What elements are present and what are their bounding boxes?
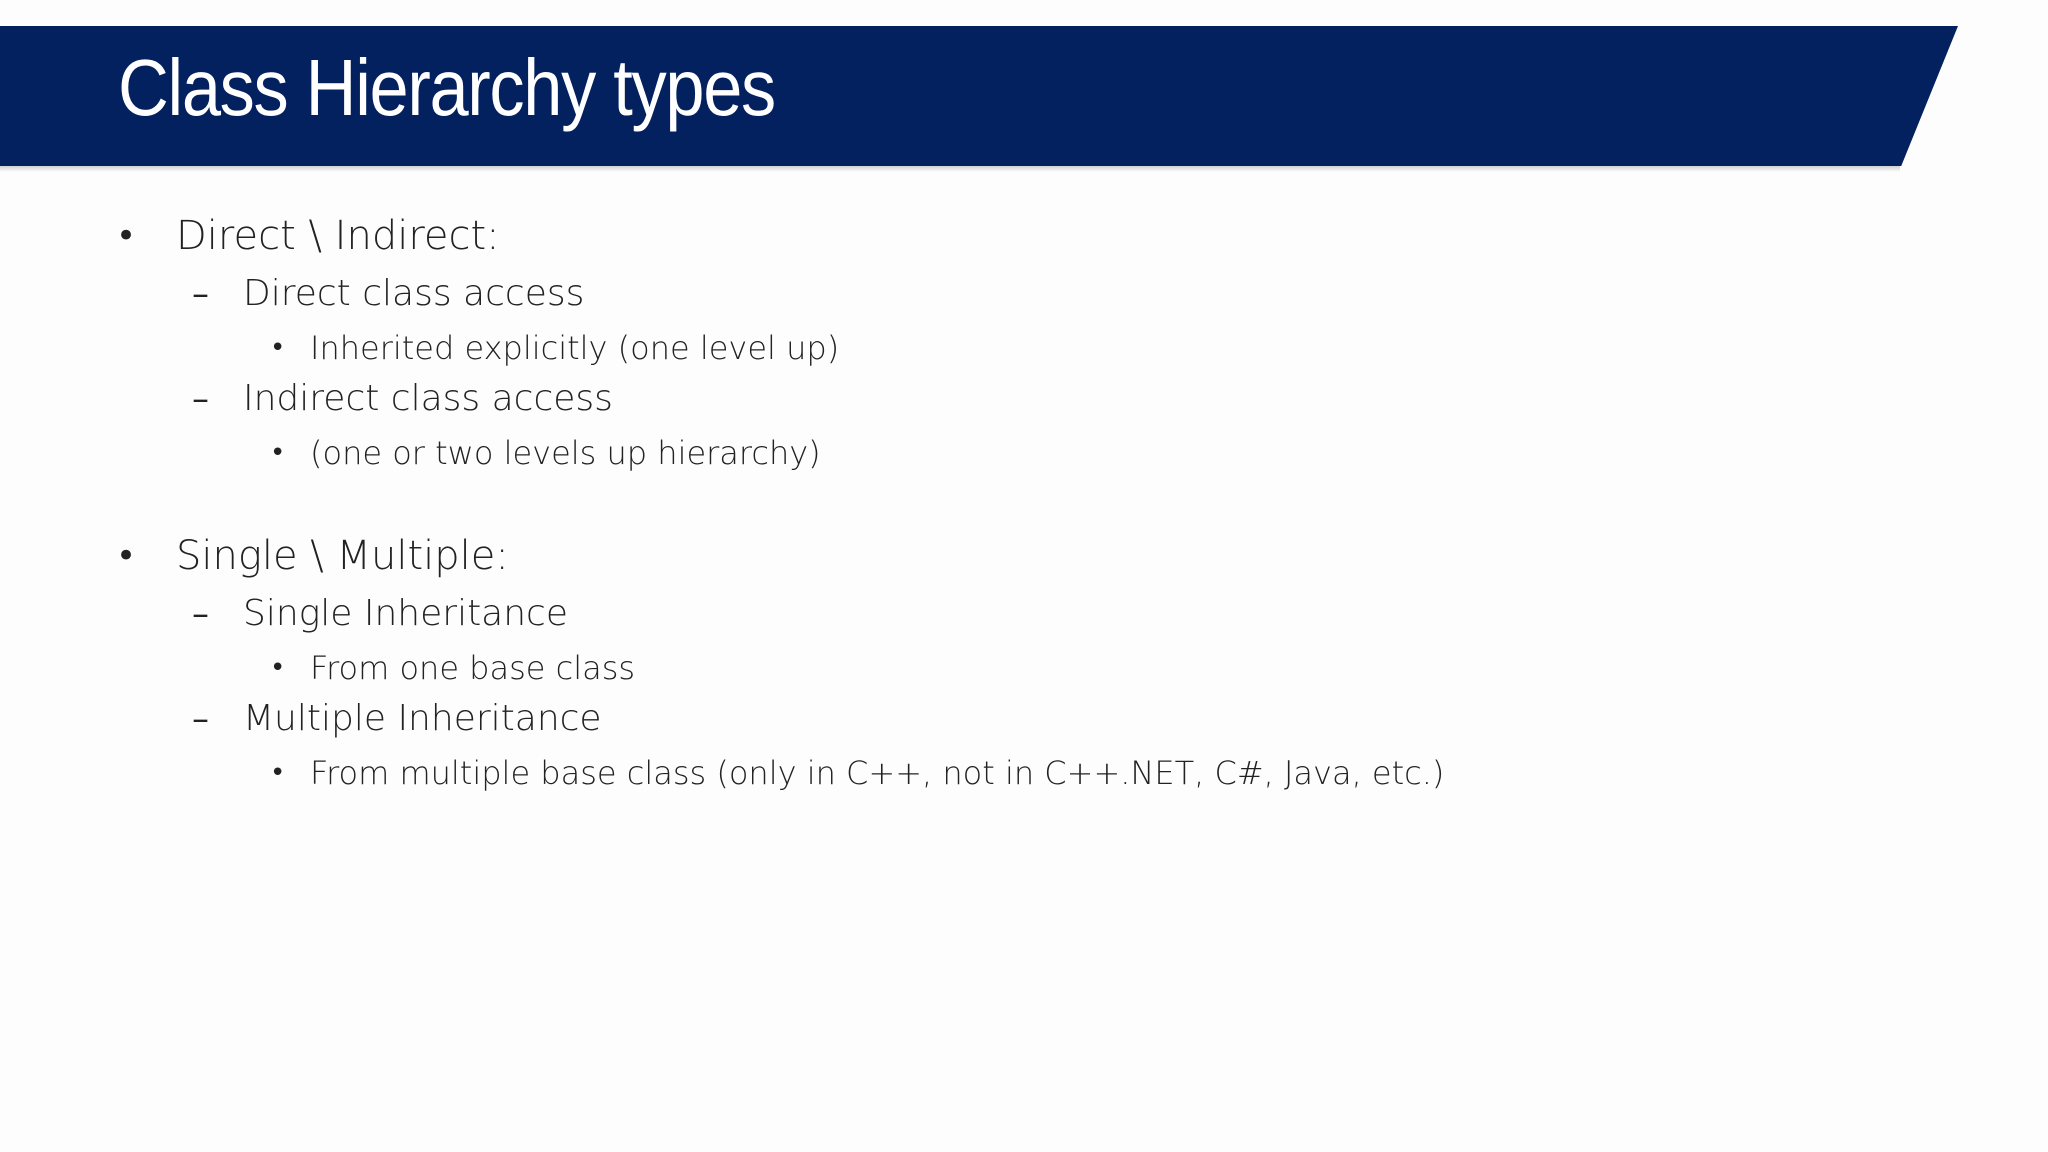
dash-icon: – [192,273,209,314]
dash-icon: – [192,378,209,419]
bullet-icon: • [270,333,286,363]
sub-item-multiple-inheritance [192,698,602,739]
sub-item-direct-class-access [192,273,584,314]
detail-text: (one or two levels up hierarchy) [310,434,821,472]
detail-text: From multiple base class (only in C++, not in C++.NET, C#, Java, etc.) [310,754,1445,792]
bullet-icon: • [270,653,286,683]
bullet-icon: • [116,536,137,576]
slide-title: Class Hierarchy types [118,43,775,132]
sub-item-label: Indirect class access [243,378,613,419]
detail-text: From one base class [310,649,636,687]
sub-item-label: Multiple Inheritance [243,698,602,739]
detail-item [270,754,1444,792]
dash-icon: – [192,698,209,739]
bullet-item-direct-indirect [116,213,500,259]
section-heading: Direct \ Indirect: [176,213,500,259]
section-heading: Single \ Multiple: [176,533,509,579]
detail-text: Inherited explicitly (one level up) [310,329,840,367]
bullet-icon: • [116,216,137,256]
bullet-icon: • [270,438,286,468]
detail-item [270,434,821,472]
sub-item-indirect-class-access [192,378,613,419]
dash-icon: – [192,593,209,634]
sub-item-label: Direct class access [243,273,585,314]
bullet-icon: • [270,758,286,788]
sub-item-label: Single Inheritance [243,593,569,634]
detail-item [270,329,839,367]
detail-item [270,649,635,687]
sub-item-single-inheritance [192,593,568,634]
bullet-item-single-multiple [116,533,509,579]
